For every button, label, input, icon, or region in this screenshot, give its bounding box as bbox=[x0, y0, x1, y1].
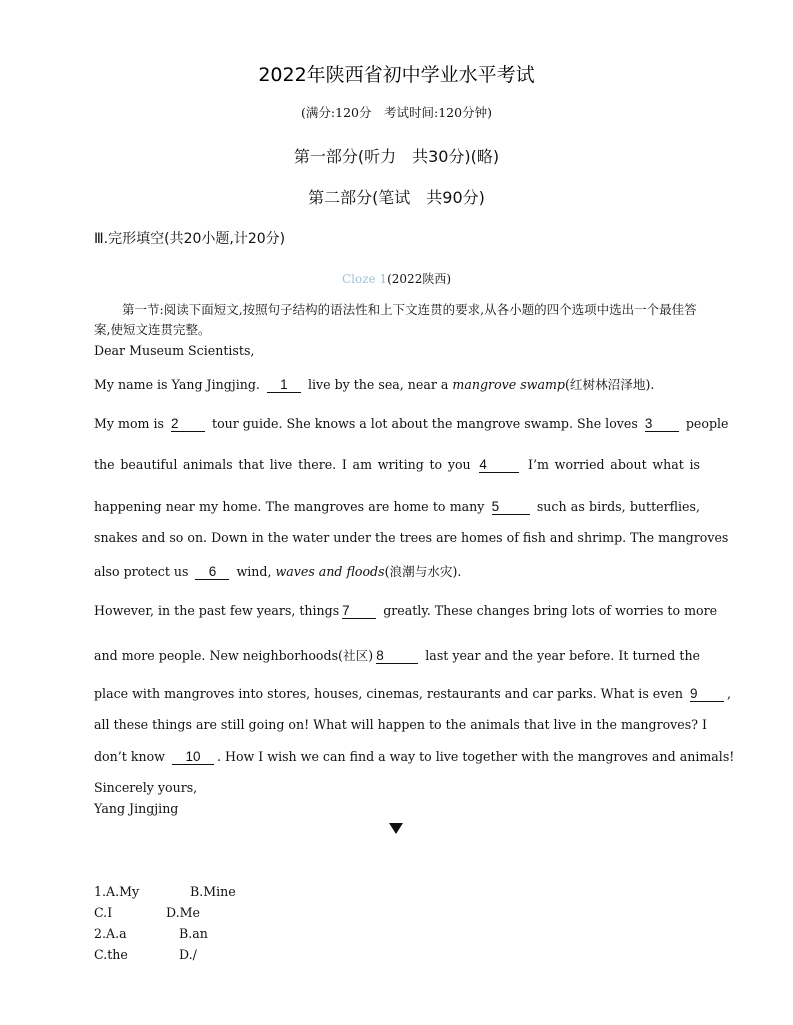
text-segment: live by the sea, near a bbox=[307, 377, 449, 392]
blank-1: 1 bbox=[267, 378, 301, 393]
cloze-source: (2022陕西) bbox=[387, 272, 452, 286]
text-segment: My name is Yang Jingjing. bbox=[94, 377, 260, 392]
option-1c: C.I bbox=[94, 905, 113, 920]
option-1a: 1.A.My bbox=[94, 884, 140, 899]
text-segment: However, in the past few years, things bbox=[94, 603, 340, 618]
option-2d: D./ bbox=[179, 947, 197, 962]
blank-10: 10 bbox=[172, 750, 214, 765]
letter-line-2 bbox=[94, 416, 729, 432]
text-segment: wind, bbox=[236, 564, 272, 579]
text-segment: I’m worried about what is bbox=[528, 457, 700, 472]
cloze-heading bbox=[0, 270, 793, 287]
text-segment: (红树林沼泽地). bbox=[564, 377, 655, 392]
blank-8: 8 bbox=[376, 649, 418, 664]
letter-closing: Sincerely yours, bbox=[94, 780, 198, 795]
letter-line-6 bbox=[94, 561, 461, 580]
option-2a: 2.A.a bbox=[94, 926, 127, 941]
text-segment: also protect us bbox=[94, 564, 189, 579]
text-segment: greatly. These changes bring lots of worries to more bbox=[383, 603, 718, 618]
text-segment: (浪潮与水灾). bbox=[384, 564, 462, 579]
letter-line-10: all these things are still going on! What will happen to the animals that live in the mangroves? I bbox=[94, 717, 707, 732]
section-heading: Ⅲ.完形填空(共20小题,计20分) bbox=[94, 231, 286, 247]
option-1b: B.Mine bbox=[190, 884, 236, 899]
text-segment: and more people. New neighborhoods(社区) bbox=[94, 648, 374, 663]
letter-line-7 bbox=[94, 603, 718, 619]
blank-6: 6 bbox=[195, 565, 229, 580]
blank-3: 3 bbox=[645, 417, 679, 432]
blank-7: 7 bbox=[342, 604, 376, 619]
option-1d: D.Me bbox=[166, 905, 200, 920]
option-2b: B.an bbox=[179, 926, 208, 941]
part-two-heading: 第二部分(笔试 共90分) bbox=[308, 188, 485, 207]
blank-2: 2 bbox=[171, 417, 205, 432]
text-segment: waves and floods bbox=[275, 564, 385, 579]
text-segment: mangrove swamp bbox=[452, 377, 565, 392]
text-segment: such as birds, butterflies, bbox=[536, 499, 700, 514]
blank-5: 5 bbox=[492, 500, 530, 515]
text-segment: tour guide. She knows a lot about the mangrove swamp. She loves bbox=[212, 416, 638, 431]
text-segment: My mom is bbox=[94, 416, 164, 431]
text-segment: don’t know bbox=[94, 749, 165, 764]
letter-line-11 bbox=[94, 749, 734, 765]
blank-9: 9 bbox=[690, 687, 724, 702]
letter-line-5: snakes and so on. Down in the water under the trees are homes of fish and shrimp. The mangroves bbox=[94, 530, 729, 545]
expand-triangle-icon[interactable] bbox=[389, 823, 403, 834]
option-2c: C.the bbox=[94, 947, 128, 962]
cloze-instruction bbox=[94, 300, 704, 340]
part-one-heading: 第一部分(听力 共30分)(略) bbox=[293, 147, 500, 166]
text-segment: the beautiful animals that live there. I am writing to you bbox=[94, 457, 471, 472]
text-segment: place with mangroves into stores, houses, cinemas, restaurants and car parks. What is even bbox=[94, 686, 683, 701]
letter-line-8 bbox=[94, 645, 700, 664]
letter-line-3 bbox=[94, 457, 700, 473]
instruction-text: 第一节:阅读下面短文,按照句子结构的语法性和上下文连贯的要求,从各小题的四个选项中选出一个最佳答案,使短文连贯完整。 bbox=[94, 302, 697, 337]
text-segment: happening near my home. The mangroves are home to many bbox=[94, 499, 485, 514]
blank-4: 4 bbox=[479, 458, 519, 473]
exam-subtitle: (满分:120分 考试时间:120分钟) bbox=[301, 105, 492, 120]
text-segment: , bbox=[726, 686, 731, 701]
exam-title: 2022年陕西省初中学业水平考试 bbox=[258, 64, 535, 86]
letter-greeting: Dear Museum Scientists, bbox=[94, 343, 255, 358]
letter-line-9 bbox=[94, 686, 731, 702]
letter-line-4 bbox=[94, 499, 700, 515]
cloze-label: Cloze 1 bbox=[341, 272, 388, 286]
letter-line-1 bbox=[94, 374, 654, 393]
text-segment: . How I wish we can find a way to live together with the mangroves and animals! bbox=[216, 749, 735, 764]
text-segment: people bbox=[685, 416, 729, 431]
letter-signature: Yang Jingjing bbox=[94, 801, 179, 816]
text-segment: last year and the year before. It turned the bbox=[425, 648, 701, 663]
